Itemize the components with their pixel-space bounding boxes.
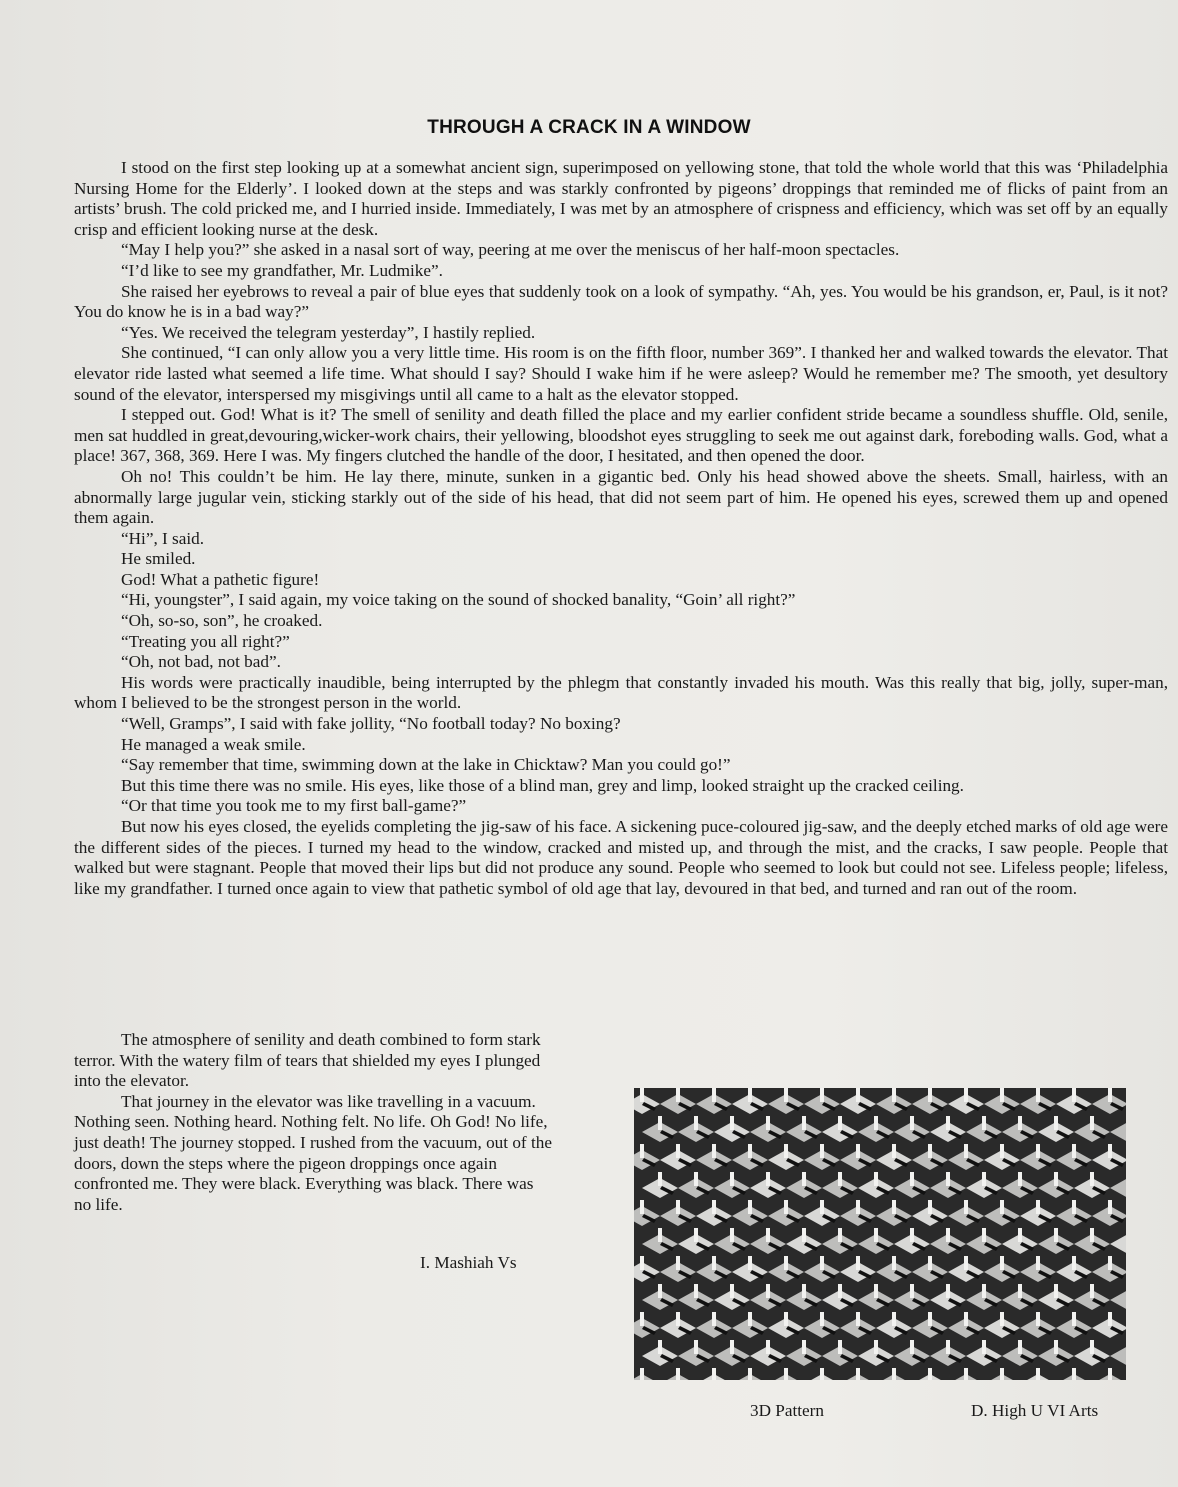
story-paragraph: “Oh, so-so, son”, he croaked. xyxy=(121,611,323,631)
story-paragraph: “Treating you all right?” xyxy=(121,631,290,651)
story-paragraph: “I’d like to see my grandfather, Mr. Ludmike”. xyxy=(121,260,443,280)
story-paragraph: Oh no! This couldn’t be him. He lay there, minute, sunken in a gigantic bed. Only his head showed above the sheets. Small, hairless, with an abnormally large jugular vein, sticking starkly out of the side of his head, that did not seem part of him. He opened his eyes, screwed them up and opened them again. xyxy=(74,466,1168,528)
author-byline: I. Mashiah Vs xyxy=(420,1253,517,1272)
story-paragraph: I stepped out. God! What is it? The smell of senility and death filled the place and my earlier confident stride became a soundless shuffle. Old, senile, men sat huddled in great,devouring,wicker-work chairs, their yellowing, bloodshot eyes struggling to seek me out against dark, foreboding walls. God, what a place! 367, 368, 369. Here I was. My fingers clutched the handle of the door, I hesitated, and then opened the door. xyxy=(74,405,1168,466)
story-paragraph: I stood on the first step looking up at a somewhat ancient sign, superimposed on yellowing stone, that told the whole world that this was ‘Philadelphia Nursing Home for the Elderly’. I looked down at the steps and was starkly confronted by pigeons’ droppings that reminded me of flicks of paint from an artists’ brush. The cold pricked me, and I hurried inside. Immediately, I was met by an atmosphere of crispness and efficiency, which was set off by an equally crisp and efficient looking nurse at the desk. xyxy=(74,158,1168,239)
story-paragraph: She raised her eyebrows to reveal a pair of blue eyes that suddenly took on a look of sympathy. “Ah, yes. You would be his grandson, er, Paul, is it not? You do know he is in a bad way?” xyxy=(74,281,1168,322)
3d-pattern-photo xyxy=(634,1088,1126,1380)
pattern-image xyxy=(634,1088,1126,1380)
story-paragraph: “May I help you?” she asked in a nasal sort of way, peering at me over the meniscus of her half-moon spectacles. xyxy=(121,240,900,260)
story-paragraph: “Or that time you took me to my first ball-game?” xyxy=(121,796,467,816)
story-paragraph: He managed a weak smile. xyxy=(121,734,306,754)
story-paragraph: That journey in the elevator was like travelling in a vacuum. Nothing seen. Nothing heard. Nothing felt. No life. Oh God! No life, just death! The journey stopped. I rushed from the vacuum, out of the doors, down the steps where the pigeon droppings once again confronted me. They were black. Everything was black. There was no life. xyxy=(74,1091,552,1214)
photo-credit: D. High U VI Arts xyxy=(971,1401,1099,1420)
story-paragraph: God! What a pathetic figure! xyxy=(121,569,320,589)
story-paragraph: She continued, “I can only allow you a very little time. His room is on the fifth floor, number 369”. I thanked her and walked towards the elevator. That elevator ride lasted what seemed a life time. What should I say? Should I wake him if he were asleep? Would he remember me? The smooth, yet desultory sound of the elevator, interspersed my misgivings until all came to a halt as the elevator stopped. xyxy=(74,343,1168,404)
story-paragraph: But this time there was no smile. His eyes, like those of a blind man, grey and limp, looked straight up the cracked ceiling. xyxy=(121,775,964,795)
story-ending xyxy=(74,1030,552,1215)
story-body xyxy=(74,158,1168,899)
story-title: THROUGH A CRACK IN A WINDOW xyxy=(427,117,751,138)
story-paragraph: “Hi”, I said. xyxy=(121,528,205,548)
story-paragraph: “Yes. We received the telegram yesterday”, I hastily replied. xyxy=(121,322,536,342)
photo-caption: 3D Pattern xyxy=(750,1401,824,1420)
story-paragraph: He smiled. xyxy=(121,549,196,569)
story-paragraph: “Well, Gramps”, I said with fake jollity, “No football today? No boxing? xyxy=(121,714,621,734)
lattice-pattern xyxy=(634,1088,1126,1380)
story-paragraph: “Say remember that time, swimming down at the lake in Chicktaw? Man you could go!” xyxy=(121,755,731,775)
story-paragraph: “Hi, youngster”, I said again, my voice taking on the sound of shocked banality, “Goin’ all right?” xyxy=(121,590,796,610)
story-paragraph: The atmosphere of senility and death combined to form stark terror. With the watery film of tears that shielded my eyes I plunged into the elevator. xyxy=(74,1030,541,1091)
story-paragraph: But now his eyes closed, the eyelids completing the jig-saw of his face. A sickening puce-coloured jig-saw, and the deeply etched marks of old age were the different sides of the pieces. I turned my head to the window, cracked and misted up, and through the mist, and the cracks, I saw people. People that walked but were stagnant. People that moved their lips but did not produce any sound. People who seemed to look but could not see. Lifeless people; lifeless, like my grandfather. I turned once again to view that pathetic symbol of old age that lay, devoured in that bed, and turned and ran out of the room. xyxy=(74,817,1169,898)
story-paragraph: His words were practically inaudible, being interrupted by the phlegm that constantly invaded his mouth. Was this really that big, jolly, super-man, whom I believed to be the strongest person in the world. xyxy=(74,672,1168,713)
story-paragraph: “Oh, not bad, not bad”. xyxy=(121,652,281,672)
